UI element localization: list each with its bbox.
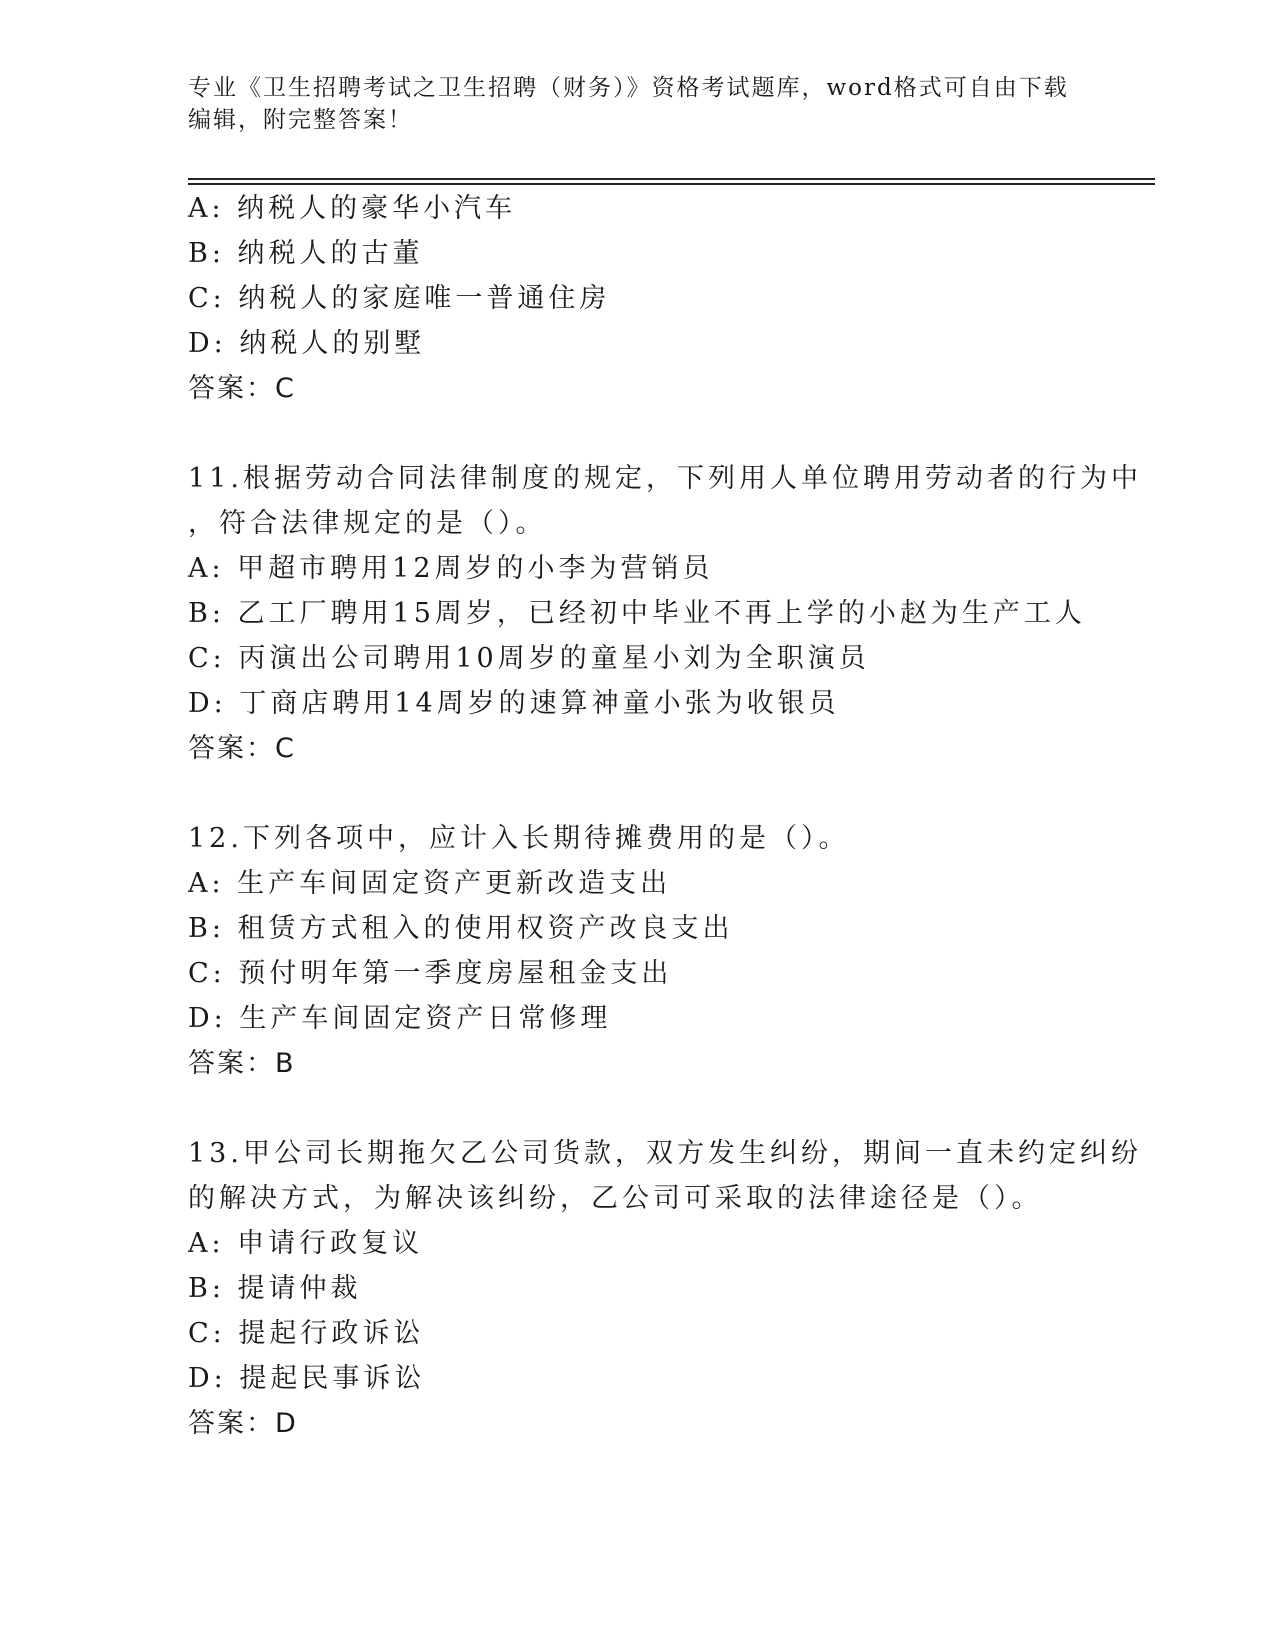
document-header bbox=[188, 72, 1088, 136]
header-divider-bottom bbox=[188, 183, 1155, 185]
header-divider-top bbox=[188, 178, 1155, 180]
q12-option-a: A: 生产车间固定资产更新改造支出 bbox=[188, 868, 672, 899]
header-line-1: 专业《卫生招聘考试之卫生招聘（财务）》资格考试题库，word格式可自由下载 bbox=[188, 75, 1069, 101]
q10-option-a: A: 纳税人的豪华小汽车 bbox=[188, 193, 517, 224]
q13-answer: 答案：D bbox=[188, 1408, 298, 1439]
q13-option-d: D: 提起民事诉讼 bbox=[188, 1363, 426, 1394]
q11-option-a: A: 甲超市聘用12周岁的小李为营销员 bbox=[188, 553, 714, 584]
q10-answer: 答案：C bbox=[188, 373, 296, 404]
q11-option-c: C: 丙演出公司聘用10周岁的童星小刘为全职演员 bbox=[188, 643, 870, 674]
q11-answer: 答案：C bbox=[188, 733, 296, 764]
q11-stem-line-1: 11.根据劳动合同法律制度的规定，下列用人单位聘用劳动者的行为中 bbox=[188, 463, 1142, 494]
q12-option-c: C: 预付明年第一季度房屋租金支出 bbox=[188, 958, 673, 989]
q10-option-d: D: 纳税人的别墅 bbox=[188, 328, 426, 359]
q11-option-d: D: 丁商店聘用14周岁的速算神童小张为收银员 bbox=[188, 688, 840, 719]
q12-option-b: B: 租赁方式租入的使用权资产改良支出 bbox=[188, 913, 734, 944]
q13-stem-line-1: 13.甲公司长期拖欠乙公司货款，双方发生纠纷，期间一直未约定纠纷 bbox=[188, 1138, 1142, 1169]
q11-stem-line-2: ，符合法律规定的是（）。 bbox=[188, 508, 547, 539]
q13-option-a: A: 申请行政复议 bbox=[188, 1228, 424, 1259]
q12-answer: 答案：B bbox=[188, 1048, 296, 1079]
q11-option-b: B: 乙工厂聘用15周岁，已经初中毕业不再上学的小赵为生产工人 bbox=[188, 598, 1086, 629]
q13-option-b: B: 提请仲裁 bbox=[188, 1273, 362, 1304]
q13-stem-line-2: 的解决方式，为解决该纠纷，乙公司可采取的法律途径是（）。 bbox=[188, 1183, 1043, 1214]
q10-option-b: B: 纳税人的古董 bbox=[188, 238, 424, 269]
q10-option-c: C: 纳税人的家庭唯一普通住房 bbox=[188, 283, 611, 314]
q13-option-c: C: 提起行政诉讼 bbox=[188, 1318, 425, 1349]
q12-stem-line-1: 12.下列各项中，应计入长期待摊费用的是（）。 bbox=[188, 823, 850, 854]
header-line-2: 编辑，附完整答案！ bbox=[188, 107, 413, 133]
q12-option-d: D: 生产车间固定资产日常修理 bbox=[188, 1003, 612, 1034]
